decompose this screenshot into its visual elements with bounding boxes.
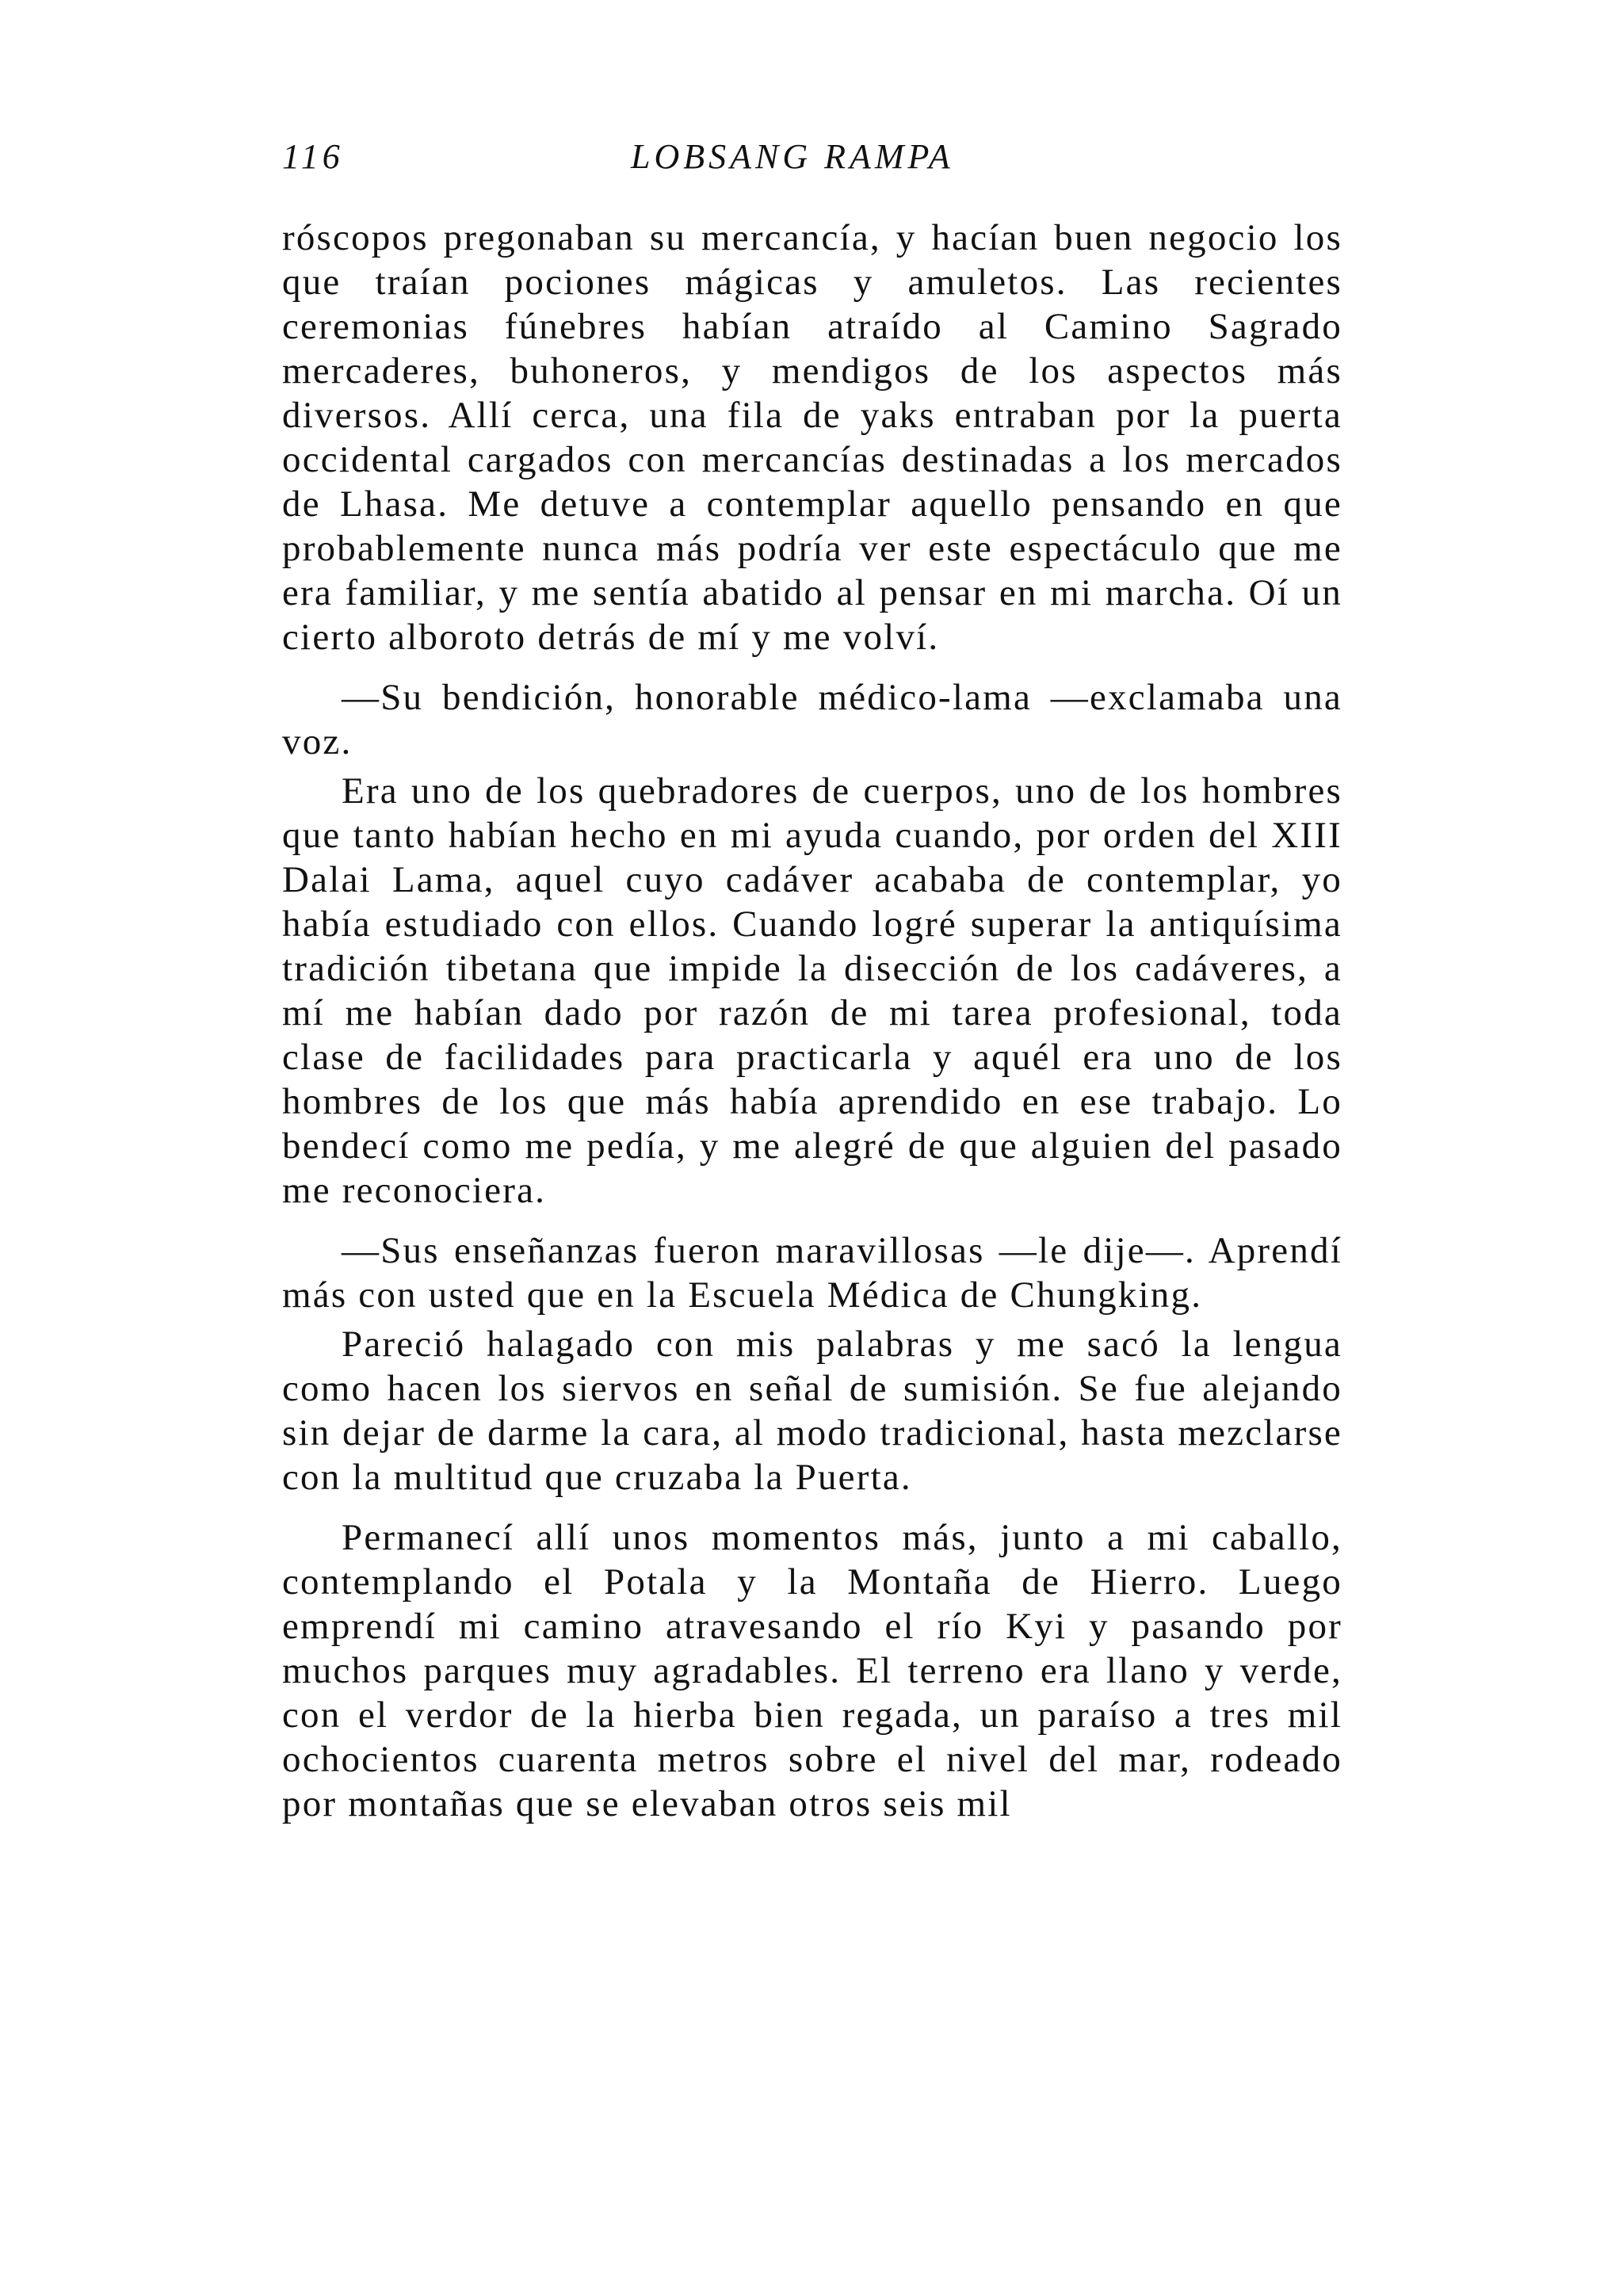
book-title: LOBSANG RAMPA <box>631 137 954 176</box>
paragraph-dialogue: —Sus enseñanzas fueron maravillosas —le dije—. Aprendí más con usted que en la Escuela Médica de Chungking. <box>282 1230 1342 1316</box>
body-text <box>282 216 1342 1842</box>
paragraph: Era uno de los quebradores de cuerpos, uno de los hombres que tanto habían hecho en mi ayuda cuando, por orden del XIII Dalai Lama, aquel cuyo cadáver acababa de contemplar, yo había estudiado con ellos. Cuando logré superar la antiquísima tradición tibetana que impide la disección de los cadáveres, a mí me habían dado por razón de mi tarea profesional, toda clase de facilidades para practicarla y aquél era uno de los hombres de los que más había aprendido en ese trabajo. Lo bendecí como me pedía, y me alegré de que alguien del pasado me reconociera. <box>282 770 1342 1211</box>
paragraph: Permanecí allí unos momentos más, junto a mi caballo, contemplando el Potala y la Montaña de Hierro. Luego emprendí mi camino atravesando el río Kyi y pasando por muchos parques muy agradables. El terreno era llano y verde, con el verdor de la hierba bien regada, un paraíso a tres mil ochocientos cuarenta metros sobre el nivel del mar, rodeado por montañas que se elevaban otros seis mil <box>282 1517 1342 1824</box>
paragraph: róscopos pregonaban su mercancía, y hacían buen negocio los que traían pociones mágicas y amuletos. Las recientes ceremonias fúnebres habían atraído al Camino Sagrado mercaderes, buhoneros, y mendigos de los aspectos más diversos. Allí cerca, una fila de yaks entraban por la puerta occidental cargados con mercancías destinadas a los mercados de Lhasa. Me detuve a contemplar aquello pensando en que probablemente nunca más podría ver este espectáculo que me era familiar, y me sentía abatido al pensar en mi marcha. Oí un cierto alboroto detrás de mí y me volví. <box>282 217 1342 658</box>
page-number: 116 <box>282 137 344 176</box>
running-head <box>282 136 1342 184</box>
paragraph: Pareció halagado con mis palabras y me sacó la lengua como hacen los siervos en señal de sumisión. Se fue alejando sin dejar de darme la cara, al modo tradicional, hasta mezclarse con la multitud que cruzaba la Puerta. <box>282 1324 1342 1498</box>
paragraph-dialogue: —Su bendición, honorable médico-lama —exclamaba una voz. <box>282 677 1342 762</box>
